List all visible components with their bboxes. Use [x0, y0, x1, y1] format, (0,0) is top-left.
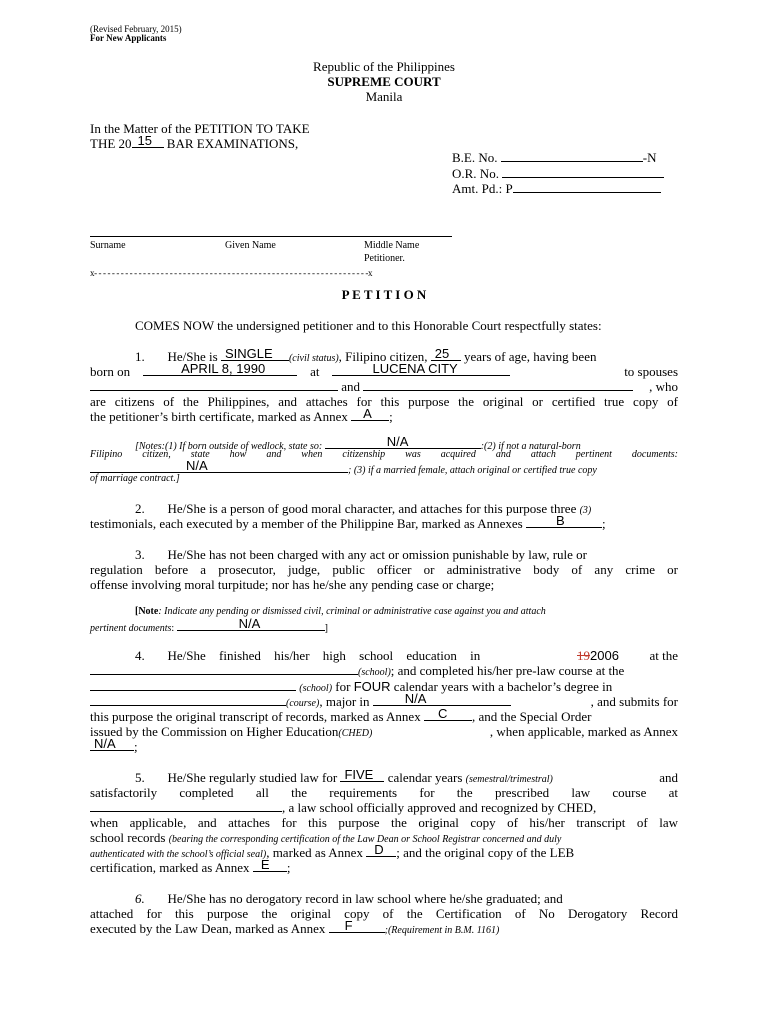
p4-line1: 4. He/She finished his/her high school education in 192006 at the: [135, 648, 678, 663]
law-school-field[interactable]: [90, 800, 282, 812]
or-no-field[interactable]: [502, 166, 664, 178]
separator: x- - - - - - - - - - - - - - - - - - - - - - - - - - - - - - - - - - - - - - - - - - - - - - - - - - - - - - - - - - - - - -x: [90, 268, 373, 278]
be-no-row: B.E. No. -N: [452, 150, 657, 165]
p4-line7: N/A ;: [90, 739, 138, 754]
p6-line3: executed by the Law Dean, marked as Annex F ;(Requirement in B.M. 1161): [90, 918, 500, 936]
court-title: SUPREME COURT: [327, 74, 441, 89]
p3-line1: 3. He/She has not been charged with any act or omission punishable by law, rule or: [135, 547, 588, 562]
notes1-line3: N/A ; (3) if a married female, attach original or certified true copy: [90, 461, 597, 476]
revision-note: (Revised February, 2015): [90, 24, 182, 34]
note3-line1: [Note: Indicate any pending or dismissed civil, criminal or administrative case against you and attach: [135, 606, 546, 617]
p5-line3: , a law school officially approved and recognized by CHED,: [90, 800, 596, 815]
annex-c-field[interactable]: C: [424, 709, 472, 721]
law-years-field[interactable]: FIVE: [340, 770, 384, 782]
p4-line2: (school); and completed his/her pre-law course at the: [90, 663, 624, 680]
or-no-row: O.R. No.: [452, 166, 664, 181]
p5-line2: satisfactorily completed all the requirements for the prescribed law course at: [90, 785, 678, 800]
annex-e-field[interactable]: E: [253, 860, 287, 872]
high-school-field[interactable]: [90, 663, 358, 675]
p2-line2: testimonials, each executed by a member of the Philippine Bar, marked as Annexes B ;: [90, 513, 606, 531]
amount-field[interactable]: [513, 181, 661, 193]
p3-line3: offense involving moral turpitude; nor has he/she any pending case or charge;: [90, 577, 495, 592]
p1-line4: are citizens of the Philippines, and attaches for this purpose the original or certified true copy of: [90, 394, 678, 409]
p3-line2: regulation before a prosecutor, judge, public officer or administrative body of any crime or: [90, 562, 678, 577]
civil-status-field[interactable]: SINGLE: [221, 349, 289, 361]
p1-line1: 1. He/She is SINGLE (civil status), Filipino citizen, 25 years of age, having been: [135, 346, 597, 364]
course-field[interactable]: [90, 694, 286, 706]
city-title: Manila: [365, 89, 403, 104]
p5-line6: authenticated with the school’s official seal), marked as Annex D ; and the original copy of the LEB: [90, 842, 575, 860]
p1-line2: born on APRIL 8, 1990 at LUCENA CITY to spouses: [90, 361, 678, 379]
pending-case-field[interactable]: N/A: [177, 619, 325, 631]
prelaw-school-field[interactable]: [90, 679, 296, 691]
p4-line3: (school) for FOUR calendar years with a bachelor’s degree in: [90, 679, 612, 696]
p5-line4: when applicable, and attaches for this purpose the original copy of his/her transcript of law: [90, 815, 678, 830]
p6-line2: attached for this purpose the original copy of the Certification of No Derogatory Record: [90, 906, 678, 921]
annex-special-order-field[interactable]: N/A: [90, 739, 134, 751]
hs-year-field[interactable]: 192006: [577, 648, 619, 663]
wedlock-field[interactable]: N/A: [325, 437, 481, 449]
p4-line5: this purpose the original transcript of records, marked as Annex C , and the Special Order: [90, 706, 592, 724]
p1-line3: and , who: [90, 379, 678, 394]
p2-line1: 2. He/She is a person of good moral character, and attaches for this purpose three (3): [135, 501, 592, 516]
note3-line2: pertinent documents: N/A ]: [90, 616, 328, 634]
p1-line5: the petitioner’s birth certificate, marked as Annex A ;: [90, 406, 393, 424]
petition-heading: P E T I T I O N: [341, 287, 427, 302]
p5-line7: certification, marked as Annex E ;: [90, 857, 291, 875]
given-name-label: Given Name: [225, 240, 276, 251]
annex-d-field[interactable]: D: [366, 845, 396, 857]
birth-place-field[interactable]: LUCENA CITY: [332, 364, 510, 376]
matter-line1: In the Matter of the PETITION TO TAKE: [90, 121, 310, 136]
notes1-line1: [Notes:(1) If born outside of wedlock, state so: N/A :(2) if not a natural-born: [135, 434, 581, 452]
applicant-type: For New Applicants: [90, 33, 167, 43]
notes1-line4: of marriage contract.]: [90, 473, 180, 484]
intro-paragraph: COMES NOW the undersigned petitioner and to this Honorable Court respectfully states:: [135, 318, 602, 333]
petitioner-label: Petitioner.: [364, 253, 405, 264]
notes1-line2: Filipino citizen, state how and when citizenship was acquired and attach pertinent documents:: [90, 449, 678, 460]
birth-date-field[interactable]: APRIL 8, 1990: [143, 364, 297, 376]
annex-b-field[interactable]: B: [526, 516, 602, 528]
citizenship-field[interactable]: N/A: [90, 461, 348, 473]
name-line[interactable]: [90, 236, 452, 237]
age-field[interactable]: 25: [431, 349, 461, 361]
p4-line6: issued by the Commission on Higher Education(CHED) , when applicable, marked as Annex: [90, 724, 678, 739]
prelaw-years-field[interactable]: FOUR: [353, 679, 391, 694]
p5-line1: 5. He/She regularly studied law for FIVE calendar years (semestral/trimestral) and: [135, 767, 678, 785]
republic-title: Republic of the Philippines: [313, 59, 455, 74]
p5-line5: school records (bearing the corresponding certification of the Law Dean or School Registrar concerned and duly: [90, 830, 562, 845]
father-name-field[interactable]: [90, 379, 338, 391]
bar-year-field[interactable]: 15: [132, 136, 164, 148]
surname-label: Surname: [90, 240, 126, 251]
middle-name-label: Middle Name: [364, 240, 420, 251]
p4-line4: (course), major in N/A , and submits for: [90, 694, 678, 711]
be-no-field[interactable]: [501, 150, 643, 162]
p6-line1: 6. He/She has no derogatory record in law school where he/she graduated; and: [135, 891, 563, 906]
matter-line2: THE 20 15 BAR EXAMINATIONS,: [90, 133, 299, 151]
annex-f-field[interactable]: F: [329, 921, 385, 933]
annex-a-field[interactable]: A: [351, 409, 389, 421]
amt-row: Amt. Pd.: P: [452, 181, 661, 196]
mother-name-field[interactable]: [363, 379, 633, 391]
major-field[interactable]: N/A: [373, 694, 511, 706]
